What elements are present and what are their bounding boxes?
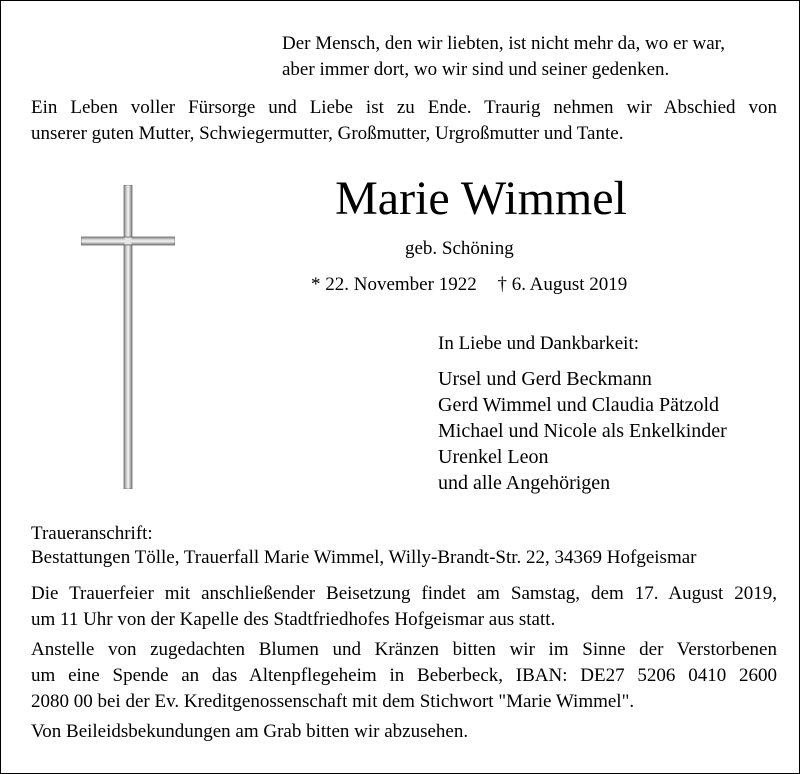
mourner-name: und alle Angehörigen (438, 472, 611, 494)
condolence-note: Von Beileidsbekundungen am Grab bitten wir abzusehen. (31, 721, 469, 742)
mourners-list (438, 366, 727, 496)
donation-line: Anstelle von zugedachten Blumen und Kränzen bitten wir im Sinne der Verstorbenen (31, 639, 777, 660)
birth-name: geb. Schöning (405, 238, 514, 259)
motto-line: Der Mensch, den wir liebten, ist nicht mehr da, wo er war, (282, 33, 725, 54)
intro-text (31, 95, 777, 147)
ceremony-line: Die Trauerfeier mit anschließender Beisetzung findet am Samstag, dem 17. August 2019, (31, 583, 777, 604)
mourner-name: Gerd Wimmel und Claudia Pätzold (438, 394, 719, 416)
ceremony-line: um 11 Uhr von der Kapelle des Stadtfriedhofes Hofgeismar aus statt. (31, 609, 556, 630)
mourner-name: Urenkel Leon (438, 446, 549, 468)
life-dates (311, 273, 627, 297)
intro-line: Ein Leben voller Fürsorge und Liebe ist zu Ende. Traurig nehmen wir Abschied von (31, 97, 777, 118)
address-label: Traueranschrift: (31, 523, 153, 544)
cross-icon (81, 185, 175, 489)
birth-date: * 22. November 1922 (311, 274, 477, 295)
donation-line: um eine Spende an das Altenpflegeheim in Beberbeck, IBAN: DE27 5206 0410 2600 (31, 665, 777, 686)
motto-line: aber immer dort, wo wir sind und seiner gedenken. (282, 59, 670, 80)
address-text: Bestattungen Tölle, Trauerfall Marie Wimmel, Willy-Brandt-Str. 22, 34369 Hofgeismar (31, 547, 697, 568)
mourners-heading: In Liebe und Dankbarkeit: (438, 333, 640, 354)
donation-line: 2080 00 bei der Ev. Kreditgenossenschaft mit dem Stichwort "Marie Wimmel". (31, 691, 635, 712)
motto-quote (282, 31, 725, 83)
deceased-name: Marie Wimmel (335, 172, 627, 225)
death-date: † 6. August 2019 (497, 274, 628, 295)
donation-info (31, 637, 777, 715)
mourner-name: Ursel und Gerd Beckmann (438, 368, 652, 390)
intro-line: unserer guten Mutter, Schwiegermutter, Großmutter, Urgroßmutter und Tante. (31, 123, 624, 144)
mourner-name: Michael und Nicole als Enkelkinder (438, 420, 727, 442)
ceremony-info (31, 581, 777, 633)
